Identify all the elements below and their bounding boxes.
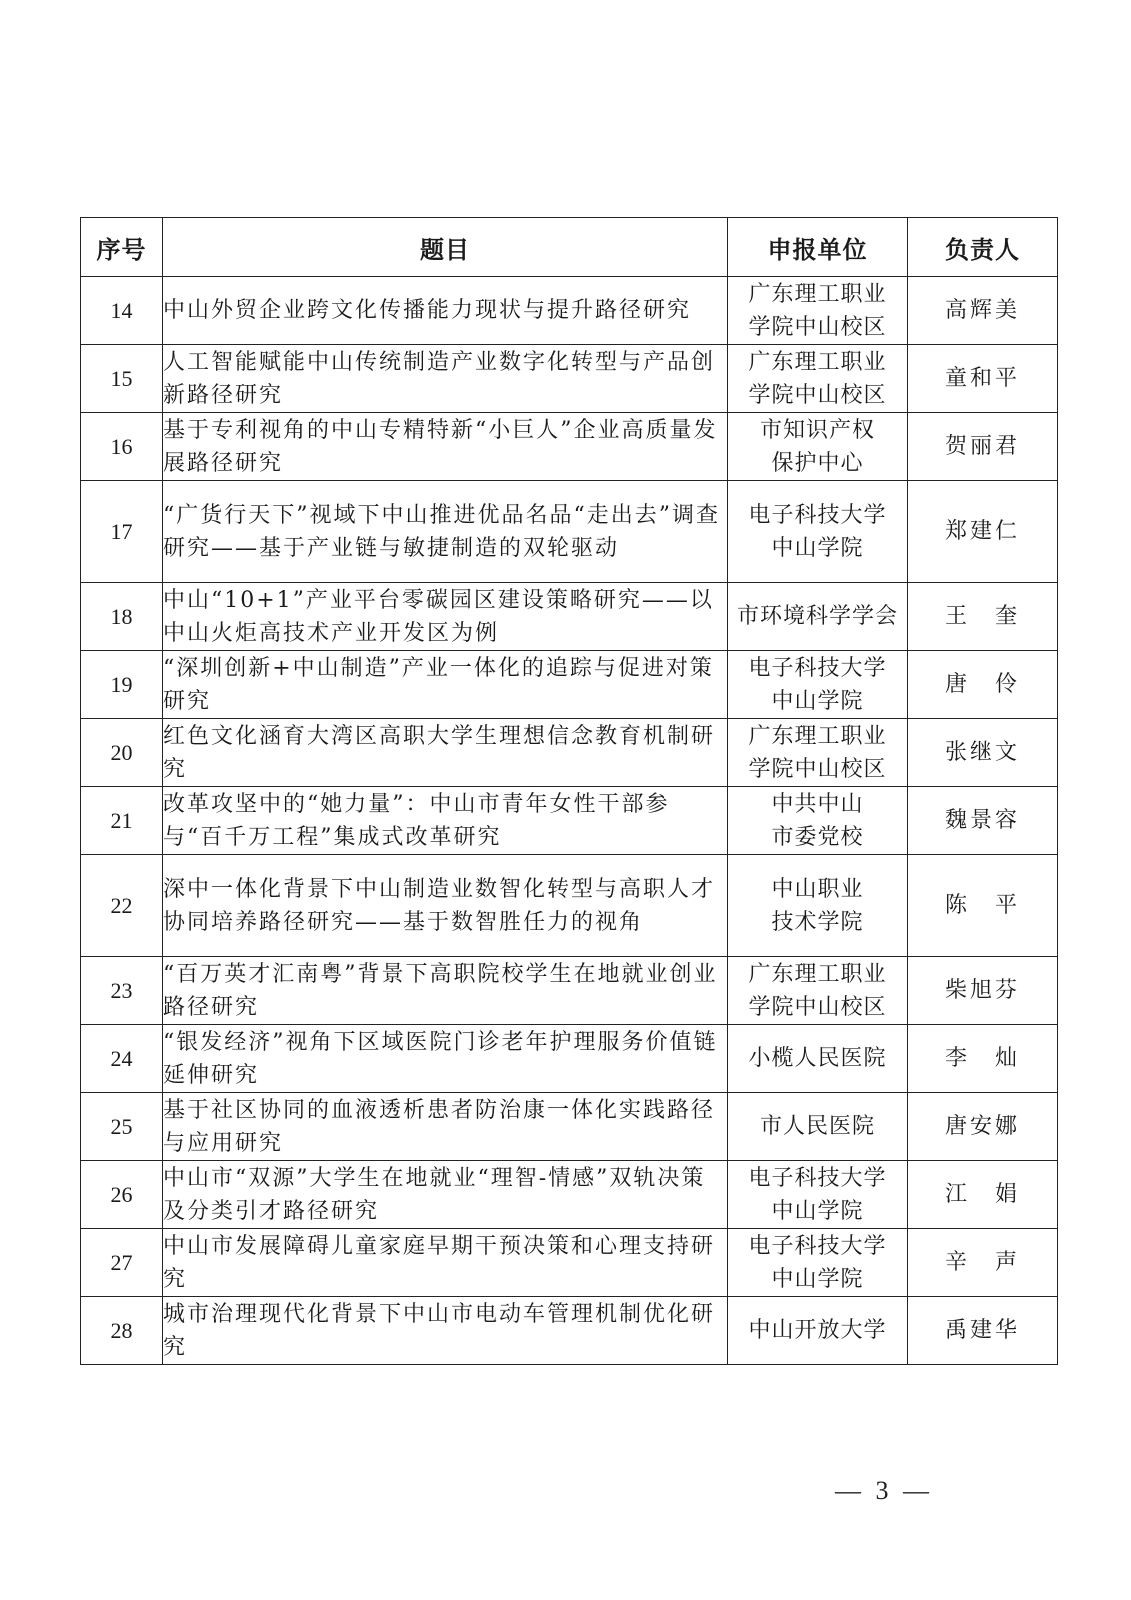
row-number: 22: [81, 855, 163, 957]
row-number: 27: [81, 1229, 163, 1297]
applicant-unit: [728, 1297, 908, 1365]
table-row: [81, 345, 1058, 413]
applicant-unit: [728, 1025, 908, 1093]
applicant-unit-line: 电子科技大学: [748, 655, 887, 681]
applicant-unit: [728, 481, 908, 583]
applicant-unit-line: 中共中山: [771, 791, 864, 817]
header-no: 序号: [81, 218, 163, 277]
table-row: [81, 1229, 1058, 1297]
row-number: 25: [81, 1093, 163, 1161]
row-number: 17: [81, 481, 163, 583]
project-owner: 唐 伶: [908, 651, 1058, 719]
table-header-row: [81, 218, 1058, 277]
applicant-unit-line: 广东理工职业: [748, 723, 887, 749]
applicant-unit: [728, 957, 908, 1025]
applicant-unit-line: 电子科技大学: [748, 502, 887, 528]
project-owner: 张继文: [908, 719, 1058, 787]
table-row: [81, 1297, 1058, 1365]
table-row: [81, 1161, 1058, 1229]
project-owner: 郑建仁: [908, 481, 1058, 583]
project-owner: 柴旭芬: [908, 957, 1058, 1025]
project-owner: 禹建华: [908, 1297, 1058, 1365]
applicant-unit-line: 中山学院: [771, 1198, 864, 1224]
project-owner: 贺丽君: [908, 413, 1058, 481]
row-number: 15: [81, 345, 163, 413]
applicant-unit: [728, 787, 908, 855]
applicant-unit: [728, 1161, 908, 1229]
applicant-unit: [728, 345, 908, 413]
row-number: 14: [81, 277, 163, 345]
table-row: [81, 787, 1058, 855]
applicant-unit-line: 电子科技大学: [748, 1165, 887, 1191]
project-title: “百万英才汇南粤”背景下高职院校学生在地就业创业路径研究: [163, 957, 728, 1025]
applicant-unit-line: 市人民医院: [759, 1114, 875, 1139]
row-number: 16: [81, 413, 163, 481]
row-number: 23: [81, 957, 163, 1025]
project-title: 中山外贸企业跨文化传播能力现状与提升路径研究: [163, 277, 728, 345]
applicant-unit-line: 广东理工职业: [748, 961, 887, 987]
header-unit: 申报单位: [728, 218, 908, 277]
applicant-unit: [728, 651, 908, 719]
applicant-unit: [728, 583, 908, 651]
project-title: 基于社区协同的血液透析患者防治康一体化实践路径与应用研究: [163, 1093, 728, 1161]
applicant-unit-line: 广东理工职业: [748, 349, 887, 375]
table-row: [81, 1093, 1058, 1161]
project-title: “深圳创新+中山制造”产业一体化的追踪与促进对策研究: [163, 651, 728, 719]
row-number: 19: [81, 651, 163, 719]
project-title: 人工智能赋能中山传统制造产业数字化转型与产品创新路径研究: [163, 345, 728, 413]
applicant-unit: [728, 277, 908, 345]
project-owner: 童和平: [908, 345, 1058, 413]
header-owner: 负责人: [908, 218, 1058, 277]
applicant-unit-line: 学院中山校区: [748, 314, 887, 340]
table-row: [81, 957, 1058, 1025]
table-row: [81, 583, 1058, 651]
project-owner: 王 奎: [908, 583, 1058, 651]
applicant-unit-line: 保护中心: [771, 450, 864, 476]
applicant-unit-line: 学院中山校区: [748, 382, 887, 408]
row-number: 21: [81, 787, 163, 855]
project-title: “银发经济”视角下区域医院门诊老年护理服务价值链延伸研究: [163, 1025, 728, 1093]
table-row: [81, 413, 1058, 481]
table-row: [81, 855, 1058, 957]
applicant-unit-line: 市知识产权: [759, 417, 875, 443]
project-owner: 唐安娜: [908, 1093, 1058, 1161]
applicant-unit: [728, 855, 908, 957]
project-owner: 李 灿: [908, 1025, 1058, 1093]
applicant-unit: [728, 1093, 908, 1161]
row-number: 24: [81, 1025, 163, 1093]
applicant-unit-line: 学院中山校区: [748, 756, 887, 782]
applicant-unit-line: 中山学院: [771, 1266, 864, 1292]
project-owner: 江 娟: [908, 1161, 1058, 1229]
applicant-unit-line: 中山职业: [771, 876, 864, 902]
table-row: [81, 651, 1058, 719]
project-title: 中山市“双源”大学生在地就业“理智-情感”双轨决策及分类引才路径研究: [163, 1161, 728, 1229]
row-number: 20: [81, 719, 163, 787]
table-body: [81, 277, 1058, 1365]
table-row: [81, 277, 1058, 345]
row-number: 28: [81, 1297, 163, 1365]
project-title: 改革攻坚中的“她力量”：中山市青年女性干部参与“百千万工程”集成式改革研究: [163, 787, 728, 855]
project-title: 红色文化涵育大湾区高职大学生理想信念教育机制研究: [163, 719, 728, 787]
applicant-unit-line: 小榄人民医院: [748, 1046, 887, 1071]
project-owner: 辛 声: [908, 1229, 1058, 1297]
row-number: 18: [81, 583, 163, 651]
project-title: “广货行天下”视域下中山推进优品名品“走出去”调查研究——基于产业链与敏捷制造的双轮驱动: [163, 481, 728, 583]
applicant-unit: [728, 1229, 908, 1297]
table-row: [81, 1025, 1058, 1093]
applicant-unit-line: 市委党校: [771, 824, 864, 850]
project-title: 中山市发展障碍儿童家庭早期干预决策和心理支持研究: [163, 1229, 728, 1297]
project-owner: 高辉美: [908, 277, 1058, 345]
project-title: 基于专利视角的中山专精特新“小巨人”企业高质量发展路径研究: [163, 413, 728, 481]
applicant-unit-line: 学院中山校区: [748, 994, 887, 1020]
project-owner: 陈 平: [908, 855, 1058, 957]
applicant-unit-line: 中山开放大学: [748, 1318, 887, 1343]
project-owner: 魏景容: [908, 787, 1058, 855]
applicant-unit-line: 市环境科学学会: [736, 604, 898, 629]
row-number: 26: [81, 1161, 163, 1229]
page-number: — 3 —: [835, 1476, 933, 1505]
applicant-unit-line: 电子科技大学: [748, 1233, 887, 1259]
header-title: 题目: [163, 218, 728, 277]
applicant-unit: [728, 413, 908, 481]
applicant-unit-line: 中山学院: [771, 688, 864, 714]
project-title: 深中一体化背景下中山制造业数智化转型与高职人才协同培养路径研究——基于数智胜任力的视角: [163, 855, 728, 957]
project-title: 中山“10+1”产业平台零碳园区建设策略研究——以中山火炬高技术产业开发区为例: [163, 583, 728, 651]
table-row: [81, 481, 1058, 583]
table-row: [81, 719, 1058, 787]
applicant-unit: [728, 719, 908, 787]
applicant-unit-line: 中山学院: [771, 535, 864, 561]
applicant-unit-line: 技术学院: [771, 909, 864, 935]
applicant-unit-line: 广东理工职业: [748, 281, 887, 307]
projects-table: [80, 217, 1058, 1365]
project-title: 城市治理现代化背景下中山市电动车管理机制优化研究: [163, 1297, 728, 1365]
